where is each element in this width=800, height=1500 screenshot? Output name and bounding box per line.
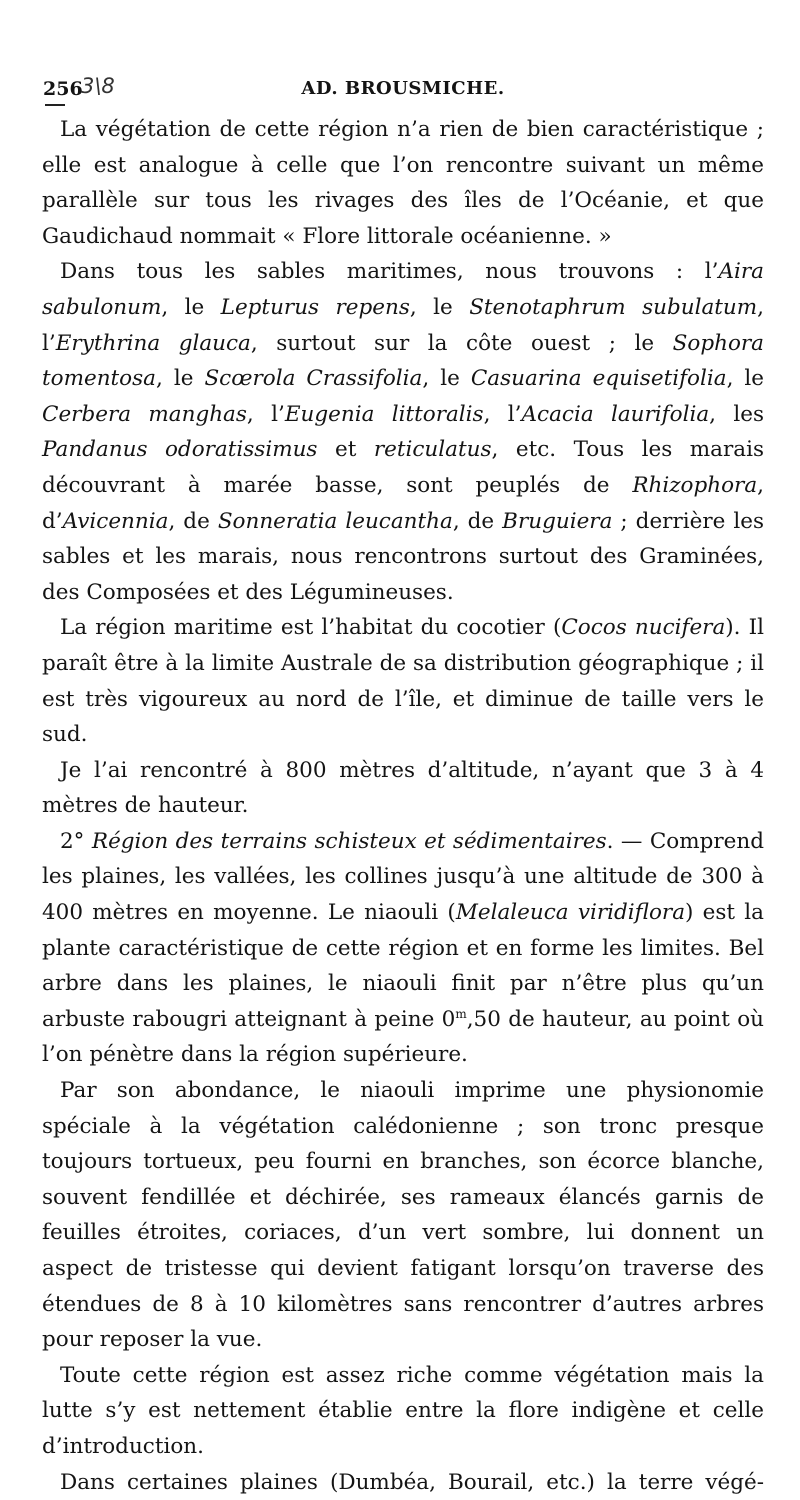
italic-run: Erythrina glauca: [55, 330, 251, 356]
running-head: AD. BROUSMICHE.: [301, 78, 505, 99]
text-run: Je l’ai rencontré à 800 mètres d’altitude, n’ayant que 3 à 4 mètres de hauteur.: [42, 757, 764, 819]
italic-run: Cocos nucifera: [561, 615, 726, 641]
text-run: , le: [155, 366, 205, 392]
text-run: , l’: [42, 294, 764, 356]
italic-run: Sophora tomentosa: [42, 330, 764, 392]
italic-run: Avicennia: [62, 508, 169, 534]
paragraph: [42, 610, 764, 752]
paragraph: [42, 1358, 764, 1465]
text-run: 2°: [60, 828, 92, 854]
italic-run: Cerbera manghas: [42, 401, 247, 427]
text-run: Dans certaines plaines (Dumbéa, Bourail, etc.) la terre végé-: [60, 1469, 764, 1495]
text-run: ) est la plante caractéristique de cette région et en forme les limites. Bel arbre dans les plaines, le niaouli finit par n’être plus qu’un arbuste rabougri atteignant à peine 0: [42, 900, 764, 1032]
text-run: , d’: [42, 472, 764, 534]
text-run: Par son abondance, le niaouli imprime une physionomie spéciale à la végétation calédonienne ; son tronc presque toujours tortueux, peu fourni en branches, son écorce blanche, souvent fendillée et déchirée, ses rameaux élancés garnis de feuilles étroites, coriaces, d’un vert sombre, lui donnent un aspect de tristesse qui devient fatigant lorsqu’on traverse des étendues de 8 à 10 kilomètres sans rencontrer d’autres arbres pour reposer la vue.: [42, 1078, 764, 1353]
text-run: , de: [452, 508, 503, 534]
italic-run: Stenotaphrum subulatum: [469, 294, 758, 320]
italic-run: Melaleuca viridiflora: [455, 900, 686, 926]
italic-run: Eugenia littoralis: [284, 401, 484, 427]
paragraph: [42, 112, 764, 254]
italic-run: reticulatus: [373, 437, 492, 463]
text-run: , le: [161, 294, 221, 320]
superscript: m: [455, 1006, 467, 1021]
text-run: , l’: [246, 401, 285, 427]
text-run: ; derrière les sables et les marais, nous rencontrons surtout des Graminées, des Composées et des Légumineuses.: [42, 508, 764, 605]
italic-run: Acacia laurifolia: [521, 401, 710, 427]
italic-run: Rhizophora: [632, 472, 758, 498]
text-run: La végétation de cette région n’a rien de bien caractéristique ; elle est analogue à celle que l’on rencontre suivant un même parallèle sur tous les rivages des îles de l’Océanie, et que Gaudichaud nommait « Flore littorale océanienne. »: [42, 117, 764, 249]
italic-run: Bruguiera: [502, 508, 613, 534]
page-number: 256: [43, 78, 83, 100]
text-run: , le: [726, 366, 765, 392]
paragraph: [42, 254, 764, 610]
body-text: [42, 112, 764, 1500]
text-run: ,50 de hauteur, au point où l’on pénètre dans la région supérieure.: [42, 1006, 764, 1068]
text-run: , etc. Tous les marais découvrant à marée basse, sont peuplés de: [42, 437, 764, 498]
italic-run: Région des terrains schisteux et sédimentaires: [91, 828, 607, 854]
italic-run: Aira sabulonum: [42, 259, 764, 320]
text-run: . — Comprend les plaines, les vallées, les collines jusqu’à une altitude de 300 à 400 mètres en moyenne. Le niaouli (: [42, 828, 765, 926]
paragraph: [42, 824, 764, 1073]
text-run: ). Il paraît être à la limite Australe de sa distribution géographique ; il est très vigoureux au nord de l’île, et diminue de taille vers le sud.: [42, 615, 764, 748]
text-run: , le: [422, 366, 471, 392]
text-run: Toute cette région est assez riche comme végétation mais la lutte s’y est nettement établie entre la flore indigène et celle d’introduction.: [42, 1362, 764, 1459]
page-header: [43, 74, 763, 108]
text-run: , les: [709, 401, 764, 427]
italic-run: Scœrola Crassifolia: [204, 366, 423, 392]
paragraph: [42, 1465, 764, 1500]
handwritten-annotation: 3\8: [81, 74, 115, 98]
page-number-underline: [45, 104, 65, 106]
italic-run: Sonneratia leucantha: [217, 508, 453, 534]
paragraph: [42, 753, 764, 824]
italic-run: Lepturus repens: [220, 294, 410, 320]
italic-run: Casuarina equisetifolia: [470, 366, 727, 392]
paragraph: [42, 1073, 764, 1358]
text-run: , surtout sur la côte ouest ; le: [250, 330, 673, 356]
italic-run: Pandanus odoratissimus: [42, 437, 318, 463]
text-run: La région maritime est l’habitat du cocotier (: [60, 615, 562, 641]
text-run: et: [317, 437, 374, 463]
text-run: , de: [168, 508, 218, 534]
text-run: Dans tous les sables maritimes, nous trouvons : l’: [60, 259, 719, 285]
text-run: , l’: [483, 401, 522, 427]
text-run: , le: [409, 294, 470, 320]
